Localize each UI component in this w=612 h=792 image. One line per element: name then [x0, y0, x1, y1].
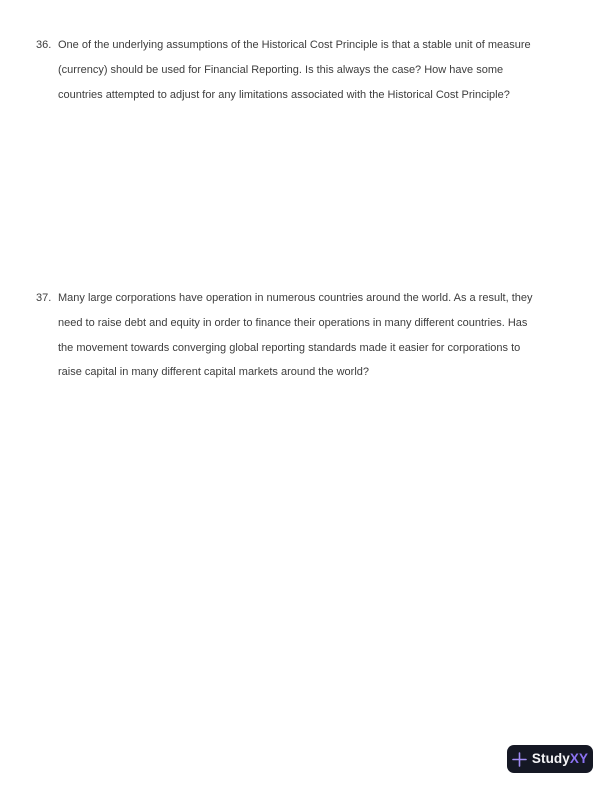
question-text — [58, 33, 531, 107]
question-text-line: need to raise debt and equity in order to finance their operations in many different countries. Has — [58, 316, 528, 329]
logo-text-study: Study — [531, 751, 570, 767]
logo-text-xy: XY — [569, 751, 589, 767]
logo-text — [532, 752, 588, 766]
question-text-line: countries attempted to adjust for any limitations associated with the Historical Cost Principle? — [58, 88, 510, 101]
plus-icon — [512, 752, 527, 767]
question-text-line: (currency) should be used for Financial Reporting. Is this always the case? How have some — [58, 63, 504, 76]
question-number: 37. — [36, 292, 52, 304]
question-number: 36. — [36, 39, 52, 51]
question-text-line: raise capital in many different capital markets around the world? — [58, 366, 370, 379]
question-text-line: Many large corporations have operation in numerous countries around the world. As a result, they — [58, 292, 533, 304]
studyxy-logo-badge — [507, 745, 593, 773]
question-text-line: the movement towards converging global reporting standards made it easier for corporations to — [58, 341, 521, 354]
question-37 — [36, 286, 533, 385]
question-text-line: One of the underlying assumptions of the Historical Cost Principle is that a stable unit of measure — [58, 39, 531, 51]
question-36 — [36, 33, 531, 107]
question-text — [58, 286, 533, 385]
